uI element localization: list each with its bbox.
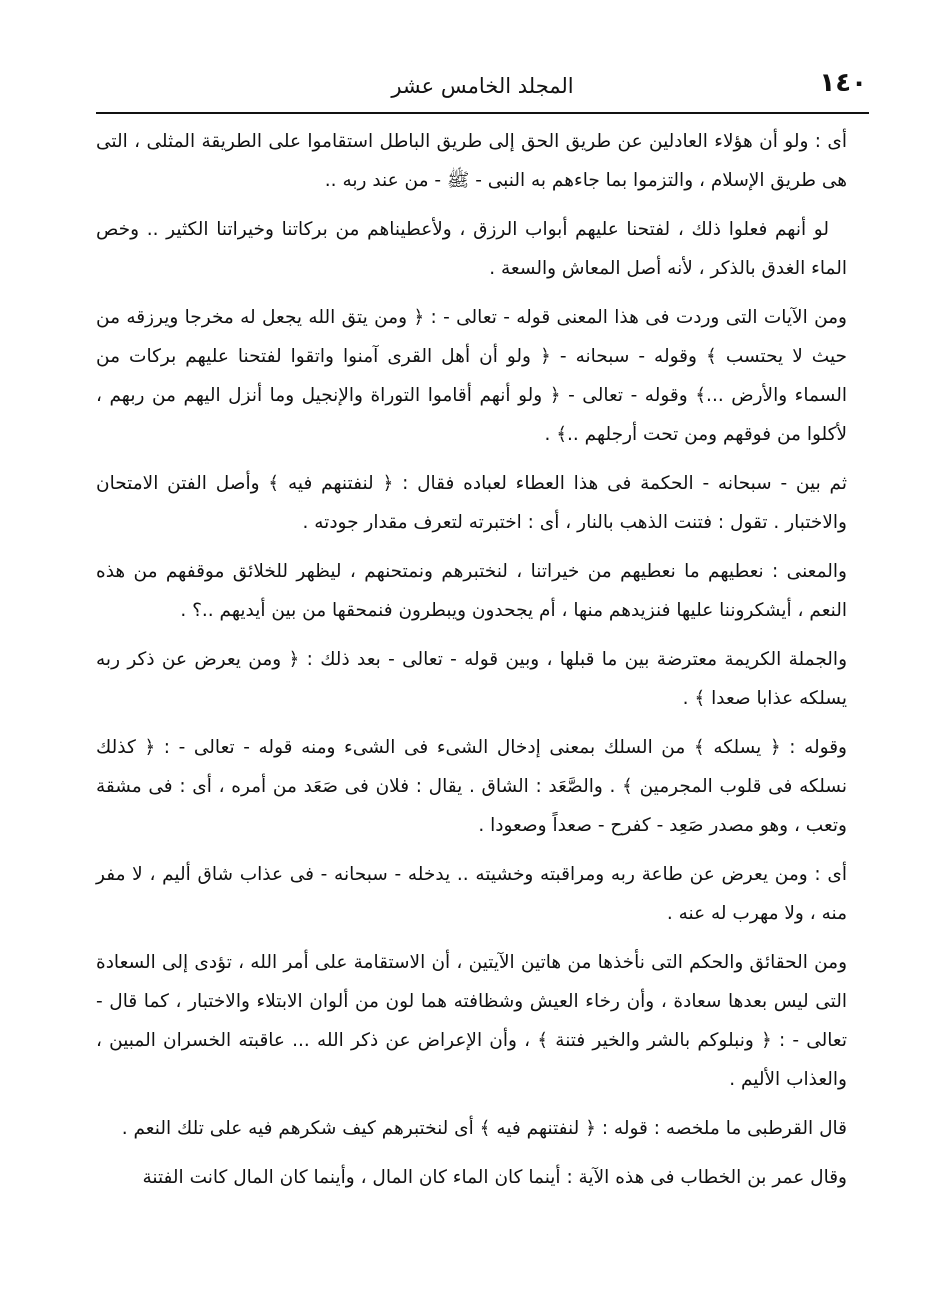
paragraph: ومن الآيات التى وردت فى هذا المعنى قوله - تعالى - : ﴿ ومن يتق الله يجعل له مخرجا ويرزقه من حيث لا يحتسب ﴾ وقوله - سبحانه - ﴿ ولو أن أهل القرى آمنوا واتقوا لفتحنا عليهم بركات من السماء والأرض ...﴾ وقوله - تعالى - ﴿ ولو أنهم أقاموا التوراة والإنجيل وما أنزل اليهم من ربهم ، لأكلوا من فوقهم ومن تحت أرجلهم ..﴾ . [96, 307, 847, 445]
paragraph: لو أنهم فعلوا ذلك ، لفتحنا عليهم أبواب الرزق ، ولأعطيناهم من بركاتنا وخيراتنا الكثير .. وخص الماء الغدق بالذكر ، لأنه أصل المعاش والسعة . [96, 219, 847, 279]
paragraph: والمعنى : نعطيهم ما نعطيهم من خيراتنا ، لنختبرهم ونمتحنهم ، ليظهر للخلائق موقفهم من هذه النعم ، أيشكروننا عليها فنزيدهم منها ، أم يجحدون ويبطرون فنمحقها من بين أيديهم ..؟ . [96, 561, 847, 621]
page-body [96, 122, 847, 1207]
paragraph: ثم بين - سبحانه - الحكمة فى هذا العطاء لعباده فقال : ﴿ لنفتنهم فيه ﴾ وأصل الفتن الامتحان والاختبار . تقول : فتنت الذهب بالنار ، أى : اختبرته لتعرف مقدار جودته . [96, 473, 847, 533]
paragraph: أى : ولو أن هؤلاء العادلين عن طريق الحق إلى طريق الباطل استقاموا على الطريقة المثلى ، التى هى طريق الإسلام ، والتزموا بما جاءهم به النبى - ﷺ - من عند ربه .. [96, 131, 847, 191]
paragraph: وقال عمر بن الخطاب فى هذه الآية : أينما كان الماء كان المال ، وأينما كان المال كانت الفتنة [142, 1167, 847, 1188]
paragraph: وقوله : ﴿ يسلكه ﴾ من السلك بمعنى إدخال الشىء فى الشىء ومنه قوله - تعالى - : ﴿ كذلك نسلكه فى قلوب المجرمين ﴾ . والصَّعَد : الشاق . يقال : فلان فى صَعَد من أمره ، أى : فى مشقة وتعب ، وهو مصدر صَعِد - كفرح - صعداً وصعودا . [96, 737, 847, 836]
page-header [96, 64, 869, 104]
paragraph: والجملة الكريمة معترضة بين ما قبلها ، وبين قوله - تعالى - بعد ذلك : ﴿ ومن يعرض عن ذكر ربه يسلكه عذابا صعدا ﴾ . [96, 649, 847, 709]
paragraph: قال القرطبى ما ملخصه : قوله : ﴿ لنفتنهم فيه ﴾ أى لنختبرهم كيف شكرهم فيه على تلك النعم . [121, 1118, 847, 1139]
paragraph: ومن الحقائق والحكم التى نأخذها من هاتين الآيتين ، أن الاستقامة على أمر الله ، تؤدى إلى السعادة التى ليس بعدها سعادة ، وأن رخاء العيش وشظافته هما لون من ألوان الابتلاء والاختبار ، كما قال - تعالى - : ﴿ ونبلوكم بالشر والخير فتنة ﴾ ، وأن الإعراض عن ذكر الله ... عاقبته الخسران المبين ، والعذاب الأليم . [96, 952, 847, 1090]
header-divider [96, 112, 869, 114]
paragraph: أى : ومن يعرض عن طاعة ربه ومراقبته وخشيته .. يدخله - سبحانه - فى عذاب شاق أليم ، لا مفر منه ، ولا مهرب له عنه . [96, 864, 847, 924]
page-number: ١٤٠ [819, 68, 867, 98]
running-title: المجلد الخامس عشر [391, 74, 574, 98]
